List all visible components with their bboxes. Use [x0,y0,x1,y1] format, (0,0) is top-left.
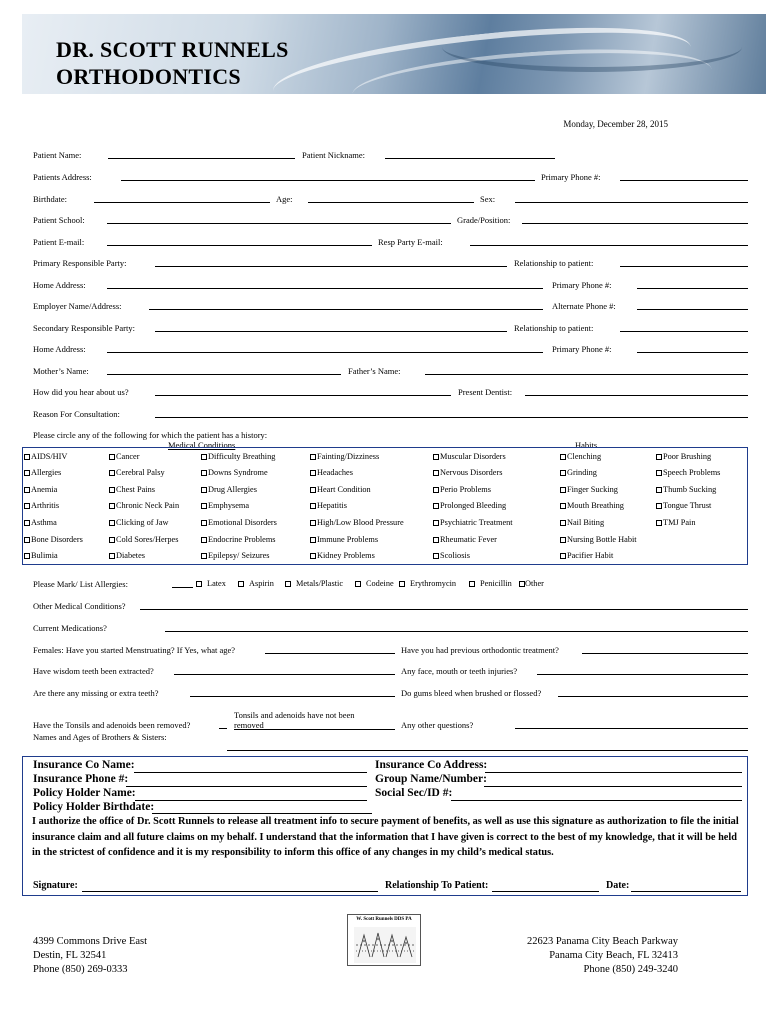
history-checkbox-label: Difficulty Breathing [208,452,276,461]
history-checkbox-label: Scoliosis [440,551,470,560]
history-checkbox-label: Epilepsy/ Seizures [208,551,270,560]
history-checkbox-label: Cerebral Palsy [116,468,165,477]
secondary-responsible-label: Secondary Responsible Party: [33,323,135,333]
allergy-option[interactable] [399,579,456,588]
primary-phone-field[interactable] [620,180,748,181]
checkbox-box[interactable] [433,503,439,509]
home-address2-label: Home Address: [33,344,86,354]
checkbox-box[interactable] [310,503,316,509]
header-banner [22,14,766,94]
teeth-logo-icon [354,927,416,963]
school-label: Patient School: [33,215,85,225]
habits-heading: Habits [575,440,598,450]
home-address1-field[interactable] [107,288,543,289]
checkbox-box[interactable] [399,581,405,587]
allergy-option[interactable] [355,579,394,588]
relationship1-label: Relationship to patient: [514,258,594,268]
insurance-phone-field[interactable] [126,786,367,787]
history-checkbox-label: High/Low Blood Pressure [317,518,404,527]
checkbox-box[interactable] [433,470,439,476]
checkbox-box[interactable] [201,553,207,559]
history-checkbox[interactable] [24,485,57,494]
allergy-option[interactable] [285,579,343,588]
secondary-responsible-field[interactable] [155,331,507,332]
ssn-field[interactable] [451,800,742,801]
signature-field[interactable] [82,891,378,892]
history-checkbox-label: Perio Problems [440,485,491,494]
sex-label: Sex: [480,194,496,204]
injuries-field[interactable] [537,674,748,675]
history-checkbox[interactable] [433,518,513,527]
wisdom-label: Have wisdom teeth been extracted? [33,666,154,676]
checkbox-box[interactable] [433,487,439,493]
age-field[interactable] [308,202,474,203]
heard-label: How did you hear about us? [33,387,129,397]
insurance-phone-label: Insurance Phone #: [33,773,129,785]
checkbox-box[interactable] [238,581,244,587]
primary-responsible-field[interactable] [155,266,507,267]
medications-label: Current Medications? [33,623,107,633]
history-checkbox[interactable] [560,518,604,527]
history-checkbox-label: Cold Sores/Herpes [116,535,179,544]
history-checkbox-label: Fainting/Dizziness [317,452,380,461]
patient-address-label: Patients Address: [33,172,92,182]
checkbox-box[interactable] [201,503,207,509]
primary-responsible-label: Primary Responsible Party: [33,258,127,268]
allergies-label: Please Mark/ List Allergies: [33,579,128,589]
history-checkbox[interactable] [24,452,67,461]
history-checkbox-label: Headaches [317,468,353,477]
history-checkbox[interactable] [109,551,145,560]
history-checkbox[interactable] [656,501,711,510]
checkbox-box[interactable] [433,553,439,559]
destin-street: 4399 Commons Drive East [33,936,148,947]
ssn-label: Social Sec/ID #: [375,787,453,799]
menstruating-label: Females: Have you started Menstruating? If Yes, what age? [33,645,236,655]
siblings-field[interactable] [227,750,748,751]
checkbox-box[interactable] [560,537,566,543]
history-checkbox-label: Pacifier Habit [567,551,614,560]
reason-field[interactable] [155,417,748,418]
age-label: Age: [276,194,293,204]
checkbox-box[interactable] [433,520,439,526]
history-checkbox[interactable] [656,518,696,527]
history-checkbox[interactable] [433,535,497,544]
menstruating-field[interactable] [265,653,395,654]
wisdom-field[interactable] [174,674,395,675]
history-checkbox-label: Kidney Problems [317,551,375,560]
relationship-label: Relationship To Patient: [385,880,489,891]
checkbox-box[interactable] [310,487,316,493]
history-checkbox[interactable] [201,468,268,477]
siblings-label: Names and Ages of Brothers & Sisters: [33,732,167,742]
history-checkbox-label: AIDS/HIV [31,452,68,461]
history-checkbox[interactable] [560,551,613,560]
history-checkbox[interactable] [433,501,506,510]
tonsils-not-removed-line2: removed [234,720,264,730]
form-date: Monday, December 28, 2015 [563,119,668,129]
history-checkbox[interactable] [24,535,83,544]
tonsils-not-removed-field[interactable] [234,729,395,730]
destin-city: Destin, FL 32541 [33,950,107,961]
other-conditions-label: Other Medical Conditions? [33,601,126,611]
allergy-option-label: Penicillin [480,579,512,588]
history-checkbox-label: Heart Condition [317,485,371,494]
policy-holder-name-label: Policy Holder Name: [33,787,136,799]
history-checkbox[interactable] [201,485,257,494]
history-checkbox[interactable] [201,452,275,461]
history-checkbox[interactable] [310,485,371,494]
previous-ortho-label: Have you had previous orthodontic treatment? [401,645,559,655]
insurance-co-address-label: Insurance Co Address: [375,759,488,771]
checkbox-box[interactable] [656,487,662,493]
tonsils-removed-label: Have the Tonsils and adenoids been removed? [33,720,191,730]
checkbox-box[interactable] [201,537,207,543]
history-checkbox[interactable] [310,535,378,544]
checkbox-box[interactable] [201,520,207,526]
allergy-option[interactable] [469,579,512,588]
missing-teeth-field[interactable] [190,696,395,697]
history-checkbox[interactable] [24,551,58,560]
history-checkbox-label: Immune Problems [317,535,379,544]
wave-decoration [442,22,742,72]
checkbox-box[interactable] [109,520,115,526]
authorization-text: I authorize the office of Dr. Scott Runnels to release all treatment info to secure payment of benefits, as well as use this signature as authorization to file the initial insurance claim and all future claims on my behalf. I understand that the information that I have given is correct to the best of my knowledge, that it will be held in the strictest of confidence and it is my responsibility to inform this office of any changes in my child’s medical status. [32,816,739,858]
checkbox-box[interactable] [355,581,361,587]
history-checkbox-label: Arthritis [31,501,60,510]
allergy-option-label: Latex [207,579,226,588]
history-checkbox-label: Allergies [31,468,62,477]
history-checkbox[interactable] [109,468,165,477]
history-checkbox[interactable] [24,501,59,510]
email-label: Patient E-mail: [33,237,85,247]
history-checkbox-label: Thumb Sucking [663,485,717,494]
sex-field[interactable] [515,202,748,203]
history-checkbox[interactable] [433,485,491,494]
history-checkbox-label: Bulimia [31,551,58,560]
history-checkbox[interactable] [109,452,140,461]
logo-text: W. Scott Runnels DDS PA [356,917,412,922]
history-checkbox-label: Psychiatric Treatment [440,518,513,527]
primary-phone3-field[interactable] [637,352,748,353]
birthdate-field[interactable] [94,202,270,203]
primary-phone-label: Primary Phone #: [541,172,601,182]
history-checkbox-label: Rheumatic Fever [440,535,497,544]
birthdate-label: Birthdate: [33,194,67,204]
patient-address-field[interactable] [121,180,535,181]
history-checkbox[interactable] [24,468,61,477]
employer-field[interactable] [149,309,543,310]
other-questions-field[interactable] [515,728,748,729]
history-checkbox-label: Poor Brushing [663,452,712,461]
checkbox-box[interactable] [201,470,207,476]
checkbox-box[interactable] [560,520,566,526]
allergy-option-label: Erythromycin [410,579,457,588]
medications-field[interactable] [165,631,748,632]
checkbox-box[interactable] [201,454,207,460]
allergy-option[interactable] [196,579,226,588]
father-field[interactable] [425,374,748,375]
checkbox-box[interactable] [310,520,316,526]
history-checkbox[interactable] [201,551,270,560]
resp-email-field[interactable] [470,245,748,246]
history-checkbox-label: Chronic Neck Pain [116,501,180,510]
checkbox-box[interactable] [433,454,439,460]
history-checkbox[interactable] [656,485,716,494]
reason-label: Reason For Consultation: [33,409,120,419]
history-checkbox[interactable] [109,485,155,494]
allergy-option-label: Aspirin [249,579,274,588]
previous-ortho-field[interactable] [582,653,748,654]
allergy-option[interactable] [238,579,274,588]
policy-holder-name-field[interactable] [135,800,367,801]
history-checkbox[interactable] [433,551,470,560]
history-checkbox[interactable] [656,468,720,477]
patient-nickname-field[interactable] [385,158,555,159]
checkbox-box[interactable] [109,470,115,476]
school-field[interactable] [107,223,451,224]
history-checkbox[interactable] [201,535,276,544]
home-address1-label: Home Address: [33,280,86,290]
group-label: Group Name/Number: [375,773,487,785]
destin-address [33,935,147,977]
primary-phone2-label: Primary Phone #: [552,280,612,290]
history-checkbox[interactable] [310,518,404,527]
checkbox-box[interactable] [196,581,202,587]
history-checkbox-label: Bone Disorders [31,535,83,544]
alternate-phone-field[interactable] [637,309,748,310]
checkbox-box[interactable] [310,553,316,559]
history-checkbox-label: Clenching [567,452,602,461]
other-conditions-field[interactable] [140,609,748,610]
home-address2-field[interactable] [107,352,543,353]
history-checkbox[interactable] [201,501,249,510]
pcb-city: Panama City Beach, FL 32413 [549,950,678,961]
checkbox-box[interactable] [469,581,475,587]
alternate-phone-label: Alternate Phone #: [552,301,616,311]
signature-label: Signature: [33,880,78,891]
history-checkbox-label: Clicking of Jaw [116,518,169,527]
pcb-phone: Phone (850) 249-3240 [583,964,678,975]
practice-logo [347,914,421,966]
grade-field[interactable] [522,223,748,224]
history-checkbox-label: Nervous Disorders [440,468,503,477]
group-field[interactable] [484,786,742,787]
insurance-co-name-label: Insurance Co Name: [33,759,135,771]
checkbox-box[interactable] [656,503,662,509]
checkbox-box[interactable] [656,520,662,526]
checkbox-box[interactable] [109,487,115,493]
history-checkbox[interactable] [109,535,178,544]
pcb-address [527,935,678,977]
tonsils-not-removed-line1: Tonsils and adenoids have not been [234,710,355,720]
history-checkbox[interactable] [433,468,502,477]
checkbox-box[interactable] [560,454,566,460]
pcb-street: 22623 Panama City Beach Parkway [526,936,678,947]
primary-phone3-label: Primary Phone #: [552,344,612,354]
injuries-label: Any face, mouth or teeth injuries? [401,666,518,676]
practice-name-line2: ORTHODONTICS [56,64,241,89]
relationship2-label: Relationship to patient: [514,323,594,333]
email-field[interactable] [107,245,372,246]
gums-bleed-label: Do gums bleed when brushed or flossed? [401,688,542,698]
grade-label: Grade/Position: [457,215,511,225]
resp-email-label: Resp Party E-mail: [378,237,443,247]
relationship-field[interactable] [492,891,599,892]
history-checkbox-label: Tongue Thrust [663,501,712,510]
checkbox-box[interactable] [24,470,30,476]
dentist-label: Present Dentist: [458,387,513,397]
patient-name-label: Patient Name: [33,150,82,160]
checkbox-box[interactable] [560,470,566,476]
history-checkbox[interactable] [310,551,375,560]
relationship1-field[interactable] [620,266,748,267]
mother-label: Mother’s Name: [33,366,89,376]
checkbox-box[interactable] [310,454,316,460]
date-field[interactable] [631,891,741,892]
checkbox-box[interactable] [201,487,207,493]
history-checkbox[interactable] [201,518,277,527]
history-checkbox-label: Cancer [116,452,140,461]
history-checkbox-label: Muscular Disorders [440,452,506,461]
history-checkbox[interactable] [560,468,597,477]
history-intro: Please circle any of the following for which the patient has a history: [33,430,268,440]
allergy-option[interactable] [519,579,544,588]
insurance-co-address-field[interactable] [485,772,742,773]
history-checkbox-label: Downs Syndrome [208,468,268,477]
practice-name-line1: DR. SCOTT RUNNELS [56,37,289,62]
medical-conditions-heading: Medical Conditions [168,440,236,450]
history-checkbox-label: Chest Pains [116,485,155,494]
destin-phone: Phone (850) 269-0333 [33,964,128,975]
patient-nickname-label: Patient Nickname: [302,150,366,160]
checkbox-box[interactable] [433,537,439,543]
history-checkbox[interactable] [310,452,379,461]
history-checkbox-label: Speech Problems [663,468,721,477]
allergy-option-label: Other [525,579,544,588]
checkbox-box[interactable] [560,553,566,559]
history-checkbox-label: Grinding [567,468,597,477]
history-checkbox[interactable] [560,452,601,461]
history-checkbox[interactable] [310,501,347,510]
history-checkbox-label: Mouth Breathing [567,501,624,510]
heard-field[interactable] [155,395,451,396]
history-checkbox-label: TMJ Pain [663,518,696,527]
policy-holder-birthdate-label: Policy Holder Birthdate: [33,801,155,813]
primary-phone2-field[interactable] [637,288,748,289]
checkbox-box[interactable] [656,470,662,476]
checkbox-box[interactable] [560,487,566,493]
practice-name [56,36,289,90]
history-checkbox-label: Finger Sucking [567,485,618,494]
checkbox-box[interactable] [24,537,30,543]
checkbox-box[interactable] [109,454,115,460]
checkbox-box[interactable] [24,553,30,559]
history-checkbox[interactable] [109,518,169,527]
mother-field[interactable] [107,374,341,375]
history-checkbox[interactable] [560,535,637,544]
allergy-option-label: Codeine [366,579,394,588]
history-checkbox[interactable] [109,501,179,510]
checkbox-box[interactable] [560,503,566,509]
history-checkbox-label: Endocrine Problems [208,535,276,544]
checkbox-box[interactable] [310,537,316,543]
history-checkbox[interactable] [656,452,711,461]
checkbox-box[interactable] [109,537,115,543]
employer-label: Employer Name/Address: [33,301,122,311]
history-checkbox[interactable] [433,452,506,461]
checkbox-box[interactable] [310,470,316,476]
history-checkbox[interactable] [310,468,353,477]
history-checkbox-label: Anemia [31,485,58,494]
tonsils-removed-field[interactable] [219,728,227,729]
dentist-field[interactable] [525,395,748,396]
allergy-option-label: Metals/Plastic [296,579,344,588]
history-checkbox-label: Emotional Disorders [208,518,277,527]
history-checkbox-label: Nursing Bottle Habit [567,535,637,544]
history-checkbox[interactable] [560,501,624,510]
history-checkbox-label: Diabetes [116,551,146,560]
checkbox-box[interactable] [24,503,30,509]
history-checkbox-label: Prolonged Bleeding [440,501,507,510]
gums-bleed-field[interactable] [558,696,748,697]
checkbox-box[interactable] [109,503,115,509]
history-checkbox-label: Asthma [31,518,57,527]
father-label: Father’s Name: [348,366,401,376]
checkbox-box[interactable] [24,520,30,526]
patient-name-field[interactable] [108,158,295,159]
history-checkbox-label: Hepatitis [317,501,347,510]
checkbox-box[interactable] [285,581,291,587]
date-label: Date: [606,880,630,891]
checkbox-box[interactable] [109,553,115,559]
checkbox-box[interactable] [24,454,30,460]
missing-teeth-label: Are there any missing or extra teeth? [33,688,159,698]
allergies-line [172,587,193,588]
history-checkbox-label: Emphysema [208,501,250,510]
checkbox-box[interactable] [656,454,662,460]
relationship2-field[interactable] [620,331,748,332]
history-checkbox[interactable] [560,485,618,494]
history-checkbox-label: Drug Allergies [208,485,257,494]
insurance-co-name-field[interactable] [134,772,367,773]
history-checkbox[interactable] [24,518,57,527]
history-checkbox-label: Nail Biting [567,518,605,527]
other-questions-label: Any other questions? [401,720,474,730]
checkbox-box[interactable] [24,487,30,493]
